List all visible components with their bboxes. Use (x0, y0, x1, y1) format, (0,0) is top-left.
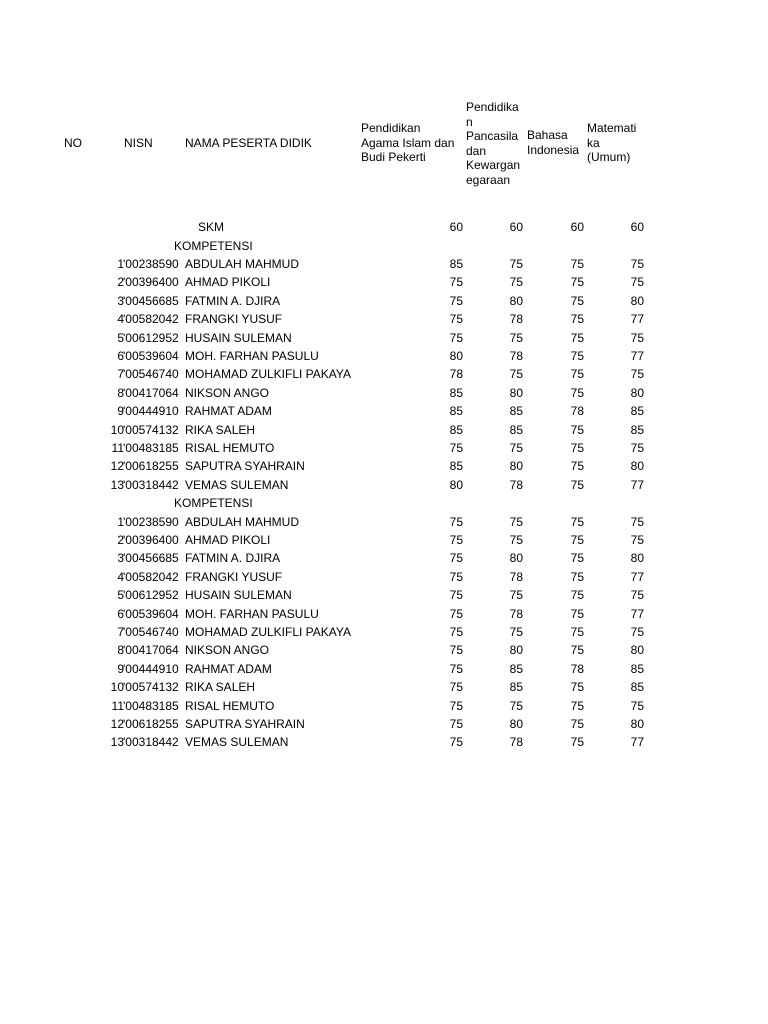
score-ppkn: 75 (509, 514, 523, 529)
row-nisn: '00444910 (123, 661, 179, 676)
score-pai: 85 (449, 459, 463, 474)
score-bind: 75 (570, 256, 584, 271)
row-name: FRANGKI YUSUF (185, 312, 283, 327)
score-mtk: 80 (630, 716, 644, 731)
skm-value-mtk: 60 (630, 220, 644, 234)
score-bind: 75 (570, 293, 584, 308)
table-row (0, 255, 768, 273)
score-pai: 75 (449, 440, 463, 455)
score-pai: 75 (449, 735, 463, 750)
row-name: HUSAIN SULEMAN (185, 330, 292, 345)
score-ppkn: 75 (509, 698, 523, 713)
score-mtk: 75 (630, 330, 644, 345)
row-number: 6 (117, 348, 124, 363)
score-ppkn: 80 (509, 385, 523, 400)
row-name: ABDULAH MAHMUD (185, 256, 300, 271)
table-row (0, 310, 768, 328)
score-bind: 75 (570, 422, 584, 437)
row-nisn: '00417064 (123, 643, 179, 658)
row-name: FATMIN A. DJIRA (185, 551, 281, 566)
row-name: VEMAS SULEMAN (185, 735, 289, 750)
skm-row (0, 218, 768, 236)
score-pai: 85 (449, 422, 463, 437)
row-nisn: '00582042 (123, 312, 179, 327)
row-nisn: '00539604 (123, 606, 179, 621)
table-row (0, 623, 768, 641)
row-nisn: '00456685 (123, 293, 179, 308)
row-name: AHMAD PIKOLI (185, 275, 271, 290)
row-number: 3 (117, 293, 124, 308)
row-nisn: '00582042 (123, 569, 179, 584)
row-number: 1 (117, 256, 124, 271)
score-mtk: 75 (630, 256, 644, 271)
row-number: 10 (110, 422, 124, 437)
score-mtk: 77 (630, 569, 644, 584)
table-row (0, 457, 768, 475)
score-ppkn: 78 (509, 735, 523, 750)
score-ppkn: 78 (509, 477, 523, 492)
row-name: FRANGKI YUSUF (185, 569, 283, 584)
table-row (0, 347, 768, 365)
score-ppkn: 75 (509, 588, 523, 603)
row-nisn: '00318442 (123, 735, 179, 750)
score-bind: 75 (570, 643, 584, 658)
table-row (0, 586, 768, 604)
row-nisn: '00396400 (123, 275, 179, 290)
row-name: SAPUTRA SYAHRAIN (185, 459, 305, 474)
score-ppkn: 85 (509, 680, 523, 695)
row-number: 8 (117, 385, 124, 400)
row-nisn: '00574132 (123, 680, 179, 695)
score-ppkn: 85 (509, 422, 523, 437)
score-ppkn: 75 (509, 532, 523, 547)
row-number: 9 (117, 661, 124, 676)
row-nisn: '00539604 (123, 348, 179, 363)
score-pai: 85 (449, 404, 463, 419)
score-ppkn: 75 (509, 367, 523, 382)
score-mtk: 85 (630, 680, 644, 695)
score-bind: 75 (570, 698, 584, 713)
header-bind: Bahasa Indonesia (527, 128, 580, 157)
score-mtk: 75 (630, 275, 644, 290)
score-pai: 75 (449, 643, 463, 658)
score-bind: 75 (570, 348, 584, 363)
score-pai: 75 (449, 330, 463, 345)
skm-value-pai: 60 (449, 220, 463, 234)
score-mtk: 77 (630, 735, 644, 750)
score-bind: 75 (570, 440, 584, 455)
row-name: RAHMAT ADAM (185, 661, 272, 676)
table-row (0, 439, 768, 457)
score-pai: 75 (449, 312, 463, 327)
row-nisn: '00483185 (123, 440, 179, 455)
row-number: 2 (117, 275, 124, 290)
score-pai: 75 (449, 532, 463, 547)
score-pai: 75 (449, 293, 463, 308)
row-name: FATMIN A. DJIRA (185, 293, 281, 308)
row-nisn: '00396400 (123, 532, 179, 547)
row-number: 1 (117, 514, 124, 529)
section-label-row (0, 494, 768, 512)
row-nisn: '00546740 (123, 624, 179, 639)
section-label: KOMPETENSI (174, 496, 253, 511)
row-name: RIKA SALEH (185, 422, 256, 437)
score-bind: 75 (570, 680, 584, 695)
row-number: 11 (111, 440, 124, 455)
score-bind: 78 (570, 404, 584, 419)
table-row (0, 365, 768, 383)
score-pai: 75 (449, 680, 463, 695)
score-bind: 75 (570, 477, 584, 492)
row-nisn: '00444910 (123, 404, 179, 419)
row-nisn: '00574132 (123, 422, 179, 437)
score-pai: 80 (449, 477, 463, 492)
score-ppkn: 80 (509, 293, 523, 308)
header-no: NO (64, 136, 82, 150)
row-name: NIKSON ANGO (185, 385, 270, 400)
score-mtk: 75 (630, 588, 644, 603)
row-number: 9 (117, 404, 124, 419)
row-nisn: '00618255 (123, 716, 179, 731)
row-name: RIKA SALEH (185, 680, 256, 695)
row-nisn: '00618255 (123, 459, 179, 474)
row-name: RISAL HEMUTO (185, 440, 275, 455)
header-nama: NAMA PESERTA DIDIK (185, 136, 312, 150)
score-ppkn: 75 (509, 256, 523, 271)
row-number: 10 (110, 680, 124, 695)
table-row (0, 476, 768, 494)
score-pai: 75 (449, 698, 463, 713)
row-name: RAHMAT ADAM (185, 404, 272, 419)
score-mtk: 85 (630, 422, 644, 437)
row-name: AHMAD PIKOLI (185, 532, 271, 547)
score-ppkn: 85 (509, 404, 523, 419)
row-number: 13 (110, 735, 124, 750)
row-name: SAPUTRA SYAHRAIN (185, 716, 305, 731)
row-number: 7 (117, 367, 124, 382)
score-mtk: 80 (630, 459, 644, 474)
score-bind: 75 (570, 588, 584, 603)
row-nisn: '00483185 (123, 698, 179, 713)
score-mtk: 77 (630, 312, 644, 327)
score-bind: 75 (570, 624, 584, 639)
score-bind: 75 (570, 532, 584, 547)
score-bind: 75 (570, 385, 584, 400)
row-number: 11 (111, 698, 124, 713)
row-number: 3 (117, 551, 124, 566)
score-mtk: 77 (630, 348, 644, 363)
score-pai: 75 (449, 624, 463, 639)
table-row (0, 329, 768, 347)
score-pai: 75 (449, 569, 463, 584)
score-mtk: 85 (630, 404, 644, 419)
row-nisn: '00612952 (123, 588, 179, 603)
row-number: 12 (110, 459, 124, 474)
score-bind: 78 (570, 661, 584, 676)
row-nisn: '00318442 (123, 477, 179, 492)
score-ppkn: 78 (509, 312, 523, 327)
section-label-row (0, 237, 768, 255)
score-ppkn: 78 (509, 606, 523, 621)
score-bind: 75 (570, 569, 584, 584)
score-ppkn: 80 (509, 643, 523, 658)
row-nisn: '00238590 (123, 514, 179, 529)
table-row (0, 402, 768, 420)
score-bind: 75 (570, 367, 584, 382)
score-mtk: 80 (630, 385, 644, 400)
row-name: MOH. FARHAN PASULU (185, 348, 319, 363)
row-name: MOHAMAD ZULKIFLI PAKAYA (185, 624, 352, 639)
score-bind: 75 (570, 735, 584, 750)
score-bind: 75 (570, 312, 584, 327)
score-mtk: 80 (630, 643, 644, 658)
score-bind: 75 (570, 330, 584, 345)
row-number: 6 (117, 606, 124, 621)
score-mtk: 75 (630, 624, 644, 639)
row-number: 4 (117, 312, 124, 327)
skm-value-ppkn: 60 (509, 220, 523, 234)
row-number: 7 (117, 624, 124, 639)
table-row (0, 733, 768, 751)
score-pai: 75 (449, 661, 463, 676)
score-mtk: 75 (630, 698, 644, 713)
score-mtk: 75 (630, 532, 644, 547)
score-pai: 75 (449, 551, 463, 566)
row-number: 13 (110, 477, 124, 492)
table-row (0, 641, 768, 659)
row-number: 4 (117, 569, 124, 584)
row-name: ABDULAH MAHMUD (185, 514, 300, 529)
score-pai: 75 (449, 606, 463, 621)
score-pai: 78 (449, 367, 463, 382)
section-label: KOMPETENSI (174, 238, 253, 253)
header-nisn: NISN (124, 136, 153, 150)
score-bind: 75 (570, 606, 584, 621)
row-number: 5 (117, 330, 124, 345)
score-pai: 85 (449, 256, 463, 271)
table-row (0, 513, 768, 531)
row-nisn: '00612952 (123, 330, 179, 345)
score-pai: 75 (449, 275, 463, 290)
table-row (0, 273, 768, 291)
row-name: NIKSON ANGO (185, 643, 270, 658)
score-bind: 75 (570, 275, 584, 290)
skm-value-bind: 60 (570, 220, 584, 234)
score-mtk: 77 (630, 606, 644, 621)
score-ppkn: 75 (509, 624, 523, 639)
header-pai: Pendidikan Agama Islam dan Budi Pekerti (361, 121, 455, 164)
row-nisn: '00546740 (123, 367, 179, 382)
table-row (0, 549, 768, 567)
table-row (0, 421, 768, 439)
row-nisn: '00417064 (123, 385, 179, 400)
score-pai: 75 (449, 514, 463, 529)
score-ppkn: 80 (509, 551, 523, 566)
table-row (0, 660, 768, 678)
row-name: MOH. FARHAN PASULU (185, 606, 319, 621)
score-ppkn: 85 (509, 661, 523, 676)
row-number: 5 (117, 588, 124, 603)
row-nisn: '00456685 (123, 551, 179, 566)
score-bind: 75 (570, 716, 584, 731)
table-row (0, 531, 768, 549)
score-mtk: 77 (630, 477, 644, 492)
score-ppkn: 80 (509, 459, 523, 474)
score-ppkn: 80 (509, 716, 523, 731)
score-pai: 75 (449, 588, 463, 603)
table-row (0, 697, 768, 715)
table-row (0, 678, 768, 696)
header-mtk: Matemati ka (Umum) (587, 121, 637, 164)
score-mtk: 80 (630, 293, 644, 308)
table-row (0, 384, 768, 402)
score-bind: 75 (570, 551, 584, 566)
score-pai: 85 (449, 385, 463, 400)
table-row (0, 605, 768, 623)
score-ppkn: 75 (509, 275, 523, 290)
score-ppkn: 75 (509, 440, 523, 455)
score-mtk: 85 (630, 661, 644, 676)
score-bind: 75 (570, 459, 584, 474)
table-row (0, 715, 768, 733)
table-row (0, 568, 768, 586)
score-mtk: 75 (630, 514, 644, 529)
score-pai: 75 (449, 716, 463, 731)
row-number: 2 (117, 532, 124, 547)
row-name: MOHAMAD ZULKIFLI PAKAYA (185, 367, 352, 382)
score-ppkn: 78 (509, 348, 523, 363)
score-ppkn: 75 (509, 330, 523, 345)
row-nisn: '00238590 (123, 256, 179, 271)
row-name: RISAL HEMUTO (185, 698, 275, 713)
score-mtk: 75 (630, 440, 644, 455)
table-row (0, 292, 768, 310)
score-ppkn: 78 (509, 569, 523, 584)
header-ppkn: Pendidika n Pancasila dan Kewargan egaraan (466, 100, 521, 187)
skm-label: SKM (198, 220, 225, 234)
score-mtk: 80 (630, 551, 644, 566)
row-name: HUSAIN SULEMAN (185, 588, 292, 603)
row-name: VEMAS SULEMAN (185, 477, 289, 492)
score-mtk: 75 (630, 367, 644, 382)
score-pai: 80 (449, 348, 463, 363)
row-number: 12 (110, 716, 124, 731)
row-number: 8 (117, 643, 124, 658)
score-bind: 75 (570, 514, 584, 529)
